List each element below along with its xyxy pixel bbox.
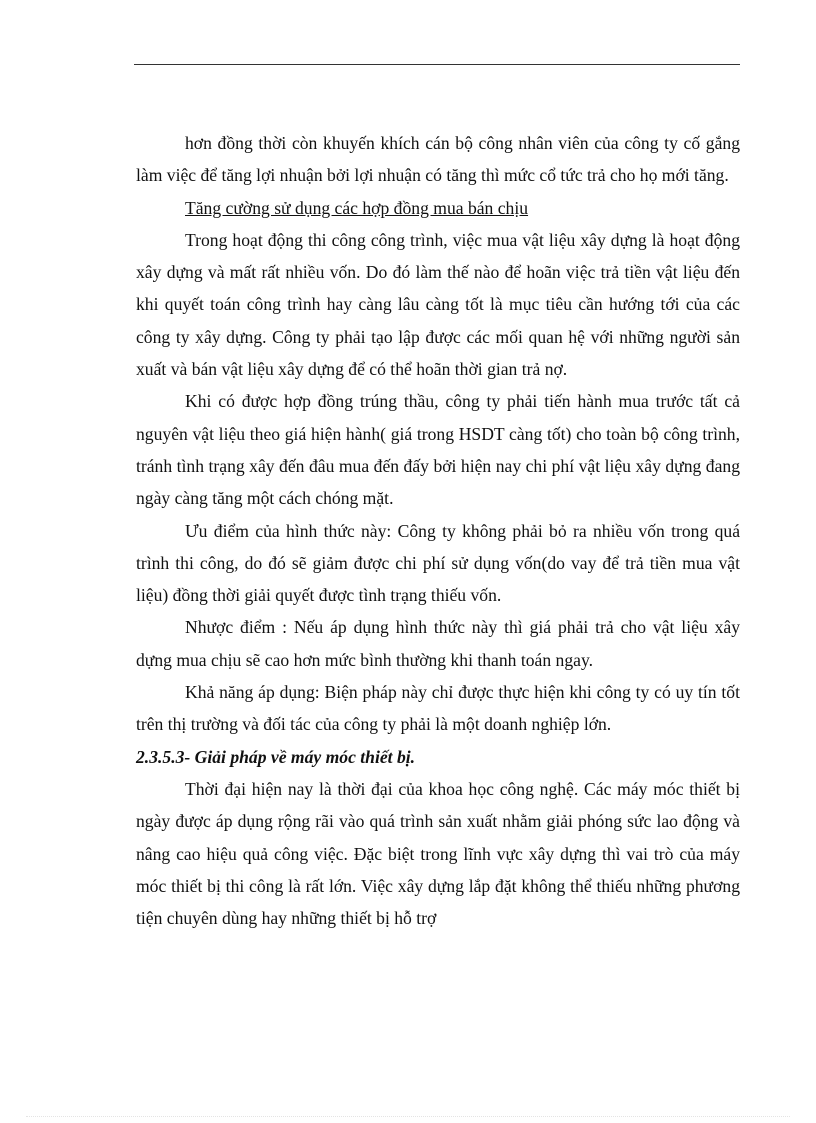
paragraph-contract-purchase: Khi có được hợp đồng trúng thầu, công ty phải tiến hành mua trước tất cả nguyên vật liệu theo giá hiện hành( giá trong HSDT càng tốt) cho toàn bộ công trình, tránh tình trạng xây đến đâu mua đến đấy bởi hiện nay chi phí vật liệu xây dựng đang ngày càng tăng một cách chóng mặt. [136,391,740,509]
header-rule [134,64,740,65]
footer-rule [26,1116,790,1117]
paragraph-applicability: Khả năng áp dụng: Biện pháp này chỉ được thực hiện khi công ty có uy tín tốt trên thị trường và đối tác của công ty phải là một doanh nghiệp lớn. [136,682,740,735]
paragraph-advantages: Ưu điểm của hình thức này: Công ty không phải bỏ ra nhiều vốn trong quá trình thi công, do đó sẽ giảm được chi phí sử dụng vốn(do vay để trả tiền mua vật liệu) đồng thời giải quyết được tình trạng thiếu vốn. [136,520,740,606]
subheading-credit-purchase: Tăng cường sử dụng các hợp đồng mua bán chịu [185,197,529,218]
paragraph-material-purchase: Trong hoạt động thi công công trình, việc mua vật liệu xây dựng là hoạt động xây dựng và mất rất nhiều vốn. Do đó làm thế nào để hoãn việc trả tiền vật liệu đến khi quyết toán công trình hay càng lâu càng tốt là mục tiêu cần hướng tới của các công ty xây dựng. Công ty phải tạo lập được các mối quan hệ với những người sản xuất và bán vật liệu xây dựng để có thể hoãn thời gian trả nợ. [136,229,740,380]
paragraph-disadvantages: Nhược điểm : Nếu áp dụng hình thức này thì giá phải trả cho vật liệu xây dựng mua chịu sẽ cao hơn mức bình thường khi thanh toán ngay. [136,617,740,670]
paragraph-equipment: Thời đại hiện nay là thời đại của khoa học công nghệ. Các máy móc thiết bị ngày được áp dụng rộng rãi vào quá trình sản xuất nhằm giải phóng sức lao động và nâng cao hiệu quả công việc. Đặc biệt trong lĩnh vực xây dựng thì vai trò của máy móc thiết bị thi công là rất lớn. Việc xây dựng lắp đặt không thể thiếu những phương tiện chuyên dùng hay những thiết bị hỗ trợ [136,778,740,929]
document-body [136,127,740,934]
paragraph-continuation: hơn đồng thời còn khuyến khích cán bộ công nhân viên của công ty cố gắng làm việc để tăng lợi nhuận bởi lợi nhuận có tăng thì mức cổ tức trả cho họ mới tăng. [136,133,740,186]
section-heading-equipment: 2.3.5.3- Giải pháp về máy móc thiết bị. [136,746,416,767]
